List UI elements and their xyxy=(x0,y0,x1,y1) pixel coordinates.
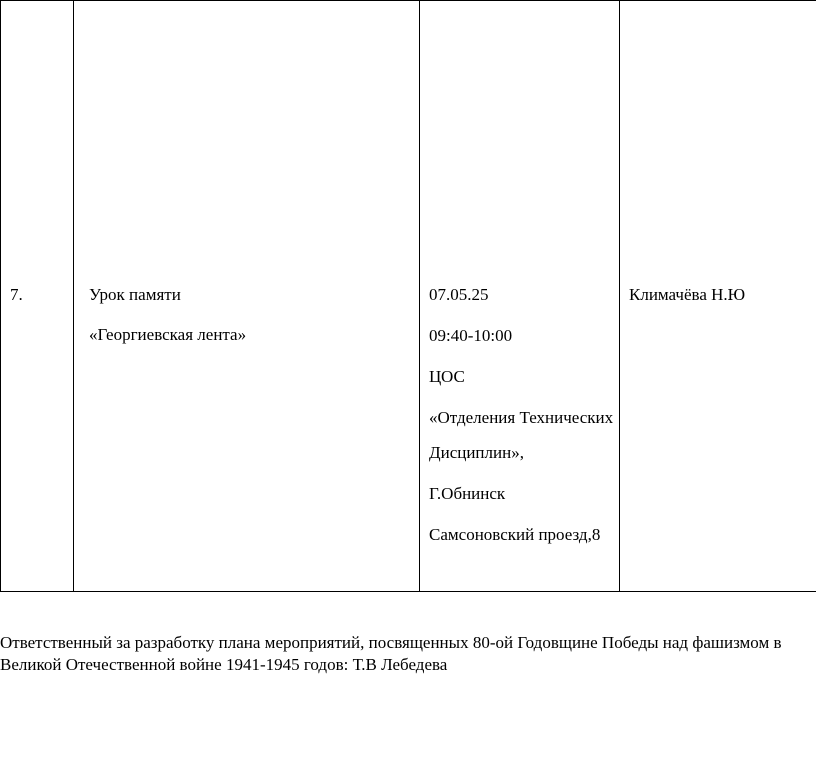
event-title-line-1: Урок памяти xyxy=(89,285,181,304)
event-department-continued: Дисциплин», xyxy=(429,443,524,462)
event-title-cell xyxy=(74,1,420,592)
responsible-footer-note: Ответственный за разработку плана мероприятий, посвященных 80-ой Годовщине Победы над фашизмом в Великой Отечественной войне 1941-1945 годов: Т.В Лебедева xyxy=(0,633,782,674)
event-city: Г.Обнинск xyxy=(429,484,506,503)
responsible-cell xyxy=(620,1,816,592)
event-department: «Отделения Технических xyxy=(429,408,614,427)
event-venue: ЦОС xyxy=(429,367,465,386)
event-address: Самсоновский проезд,8 xyxy=(429,525,601,544)
responsible-person: Климачёва Н.Ю xyxy=(629,285,746,304)
row-number-cell xyxy=(1,1,74,592)
event-date: 07.05.25 xyxy=(429,285,489,304)
event-time: 09:40-10:00 xyxy=(429,326,513,345)
row-number: 7. xyxy=(10,285,23,304)
event-title-line-2: «Георгиевская лента» xyxy=(89,325,247,344)
event-details-cell xyxy=(420,1,620,592)
table-row xyxy=(1,1,816,592)
